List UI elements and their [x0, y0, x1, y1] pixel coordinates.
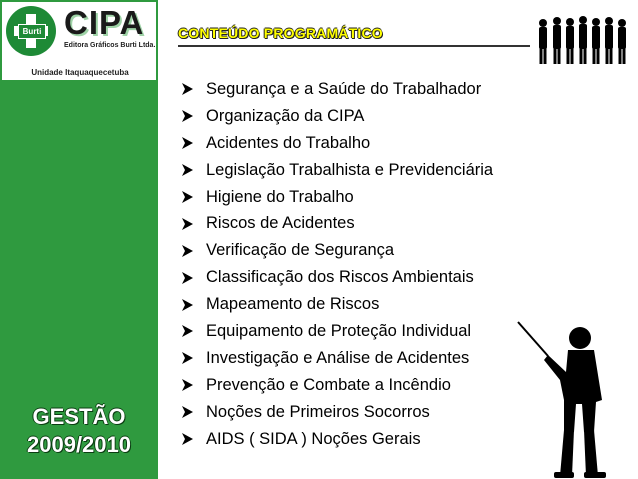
- logo-unit: Unidade Itaquaquecetuba: [31, 68, 129, 77]
- logo-publisher: Editora Gráficos Burti Ltda.: [64, 42, 156, 49]
- arrow-bullet-icon: [180, 163, 194, 177]
- list-item: Acidentes do Trabalho: [180, 130, 540, 157]
- arrow-bullet-icon: [180, 271, 194, 285]
- presenter-silhouette-icon: [510, 320, 625, 478]
- list-item: Segurança e a Saúde do Trabalhador: [180, 76, 540, 103]
- list-item: Higiene do Trabalho: [180, 184, 540, 211]
- people-silhouettes-icon: [533, 15, 633, 65]
- list-item: Mapeamento de Riscos: [180, 291, 540, 318]
- cipa-seal-icon: [6, 6, 56, 56]
- arrow-bullet-icon: [180, 405, 194, 419]
- logo-name: CIPA: [64, 4, 145, 41]
- arrow-bullet-icon: [180, 298, 194, 312]
- arrow-bullet-icon: [180, 351, 194, 365]
- list-item: Prevenção e Combate a Incêndio: [180, 372, 540, 399]
- gestao-label: GESTÃO: [32, 404, 126, 429]
- seal-text: Burti: [18, 24, 46, 39]
- arrow-bullet-icon: [180, 109, 194, 123]
- topic-list: [180, 76, 540, 452]
- arrow-bullet-icon: [180, 190, 194, 204]
- list-item: Investigação e Análise de Acidentes: [180, 345, 540, 372]
- title-underline: [178, 25, 530, 47]
- arrow-bullet-icon: [180, 324, 194, 338]
- list-item: Classificação dos Riscos Ambientais: [180, 264, 540, 291]
- cipa-logo: [2, 2, 156, 80]
- list-item: AIDS ( SIDA ) Noções Gerais: [180, 426, 540, 453]
- arrow-bullet-icon: [180, 136, 194, 150]
- slide-title: CONTEÚDO PROGRAMÁTICO: [178, 25, 383, 41]
- list-item: Equipamento de Proteção Individual: [180, 318, 540, 345]
- gestao-period: 2009/2010: [27, 432, 131, 457]
- arrow-bullet-icon: [180, 82, 194, 96]
- arrow-bullet-icon: [180, 244, 194, 258]
- arrow-bullet-icon: [180, 378, 194, 392]
- list-item: Legislação Trabalhista e Previdenciária: [180, 157, 540, 184]
- list-item: Verificação de Segurança: [180, 237, 540, 264]
- arrow-bullet-icon: [180, 217, 194, 231]
- list-item: Riscos de Acidentes: [180, 210, 540, 237]
- list-item: Organização da CIPA: [180, 103, 540, 130]
- arrow-bullet-icon: [180, 432, 194, 446]
- list-item: Noções de Primeiros Socorros: [180, 399, 540, 426]
- sidebar: [0, 0, 158, 479]
